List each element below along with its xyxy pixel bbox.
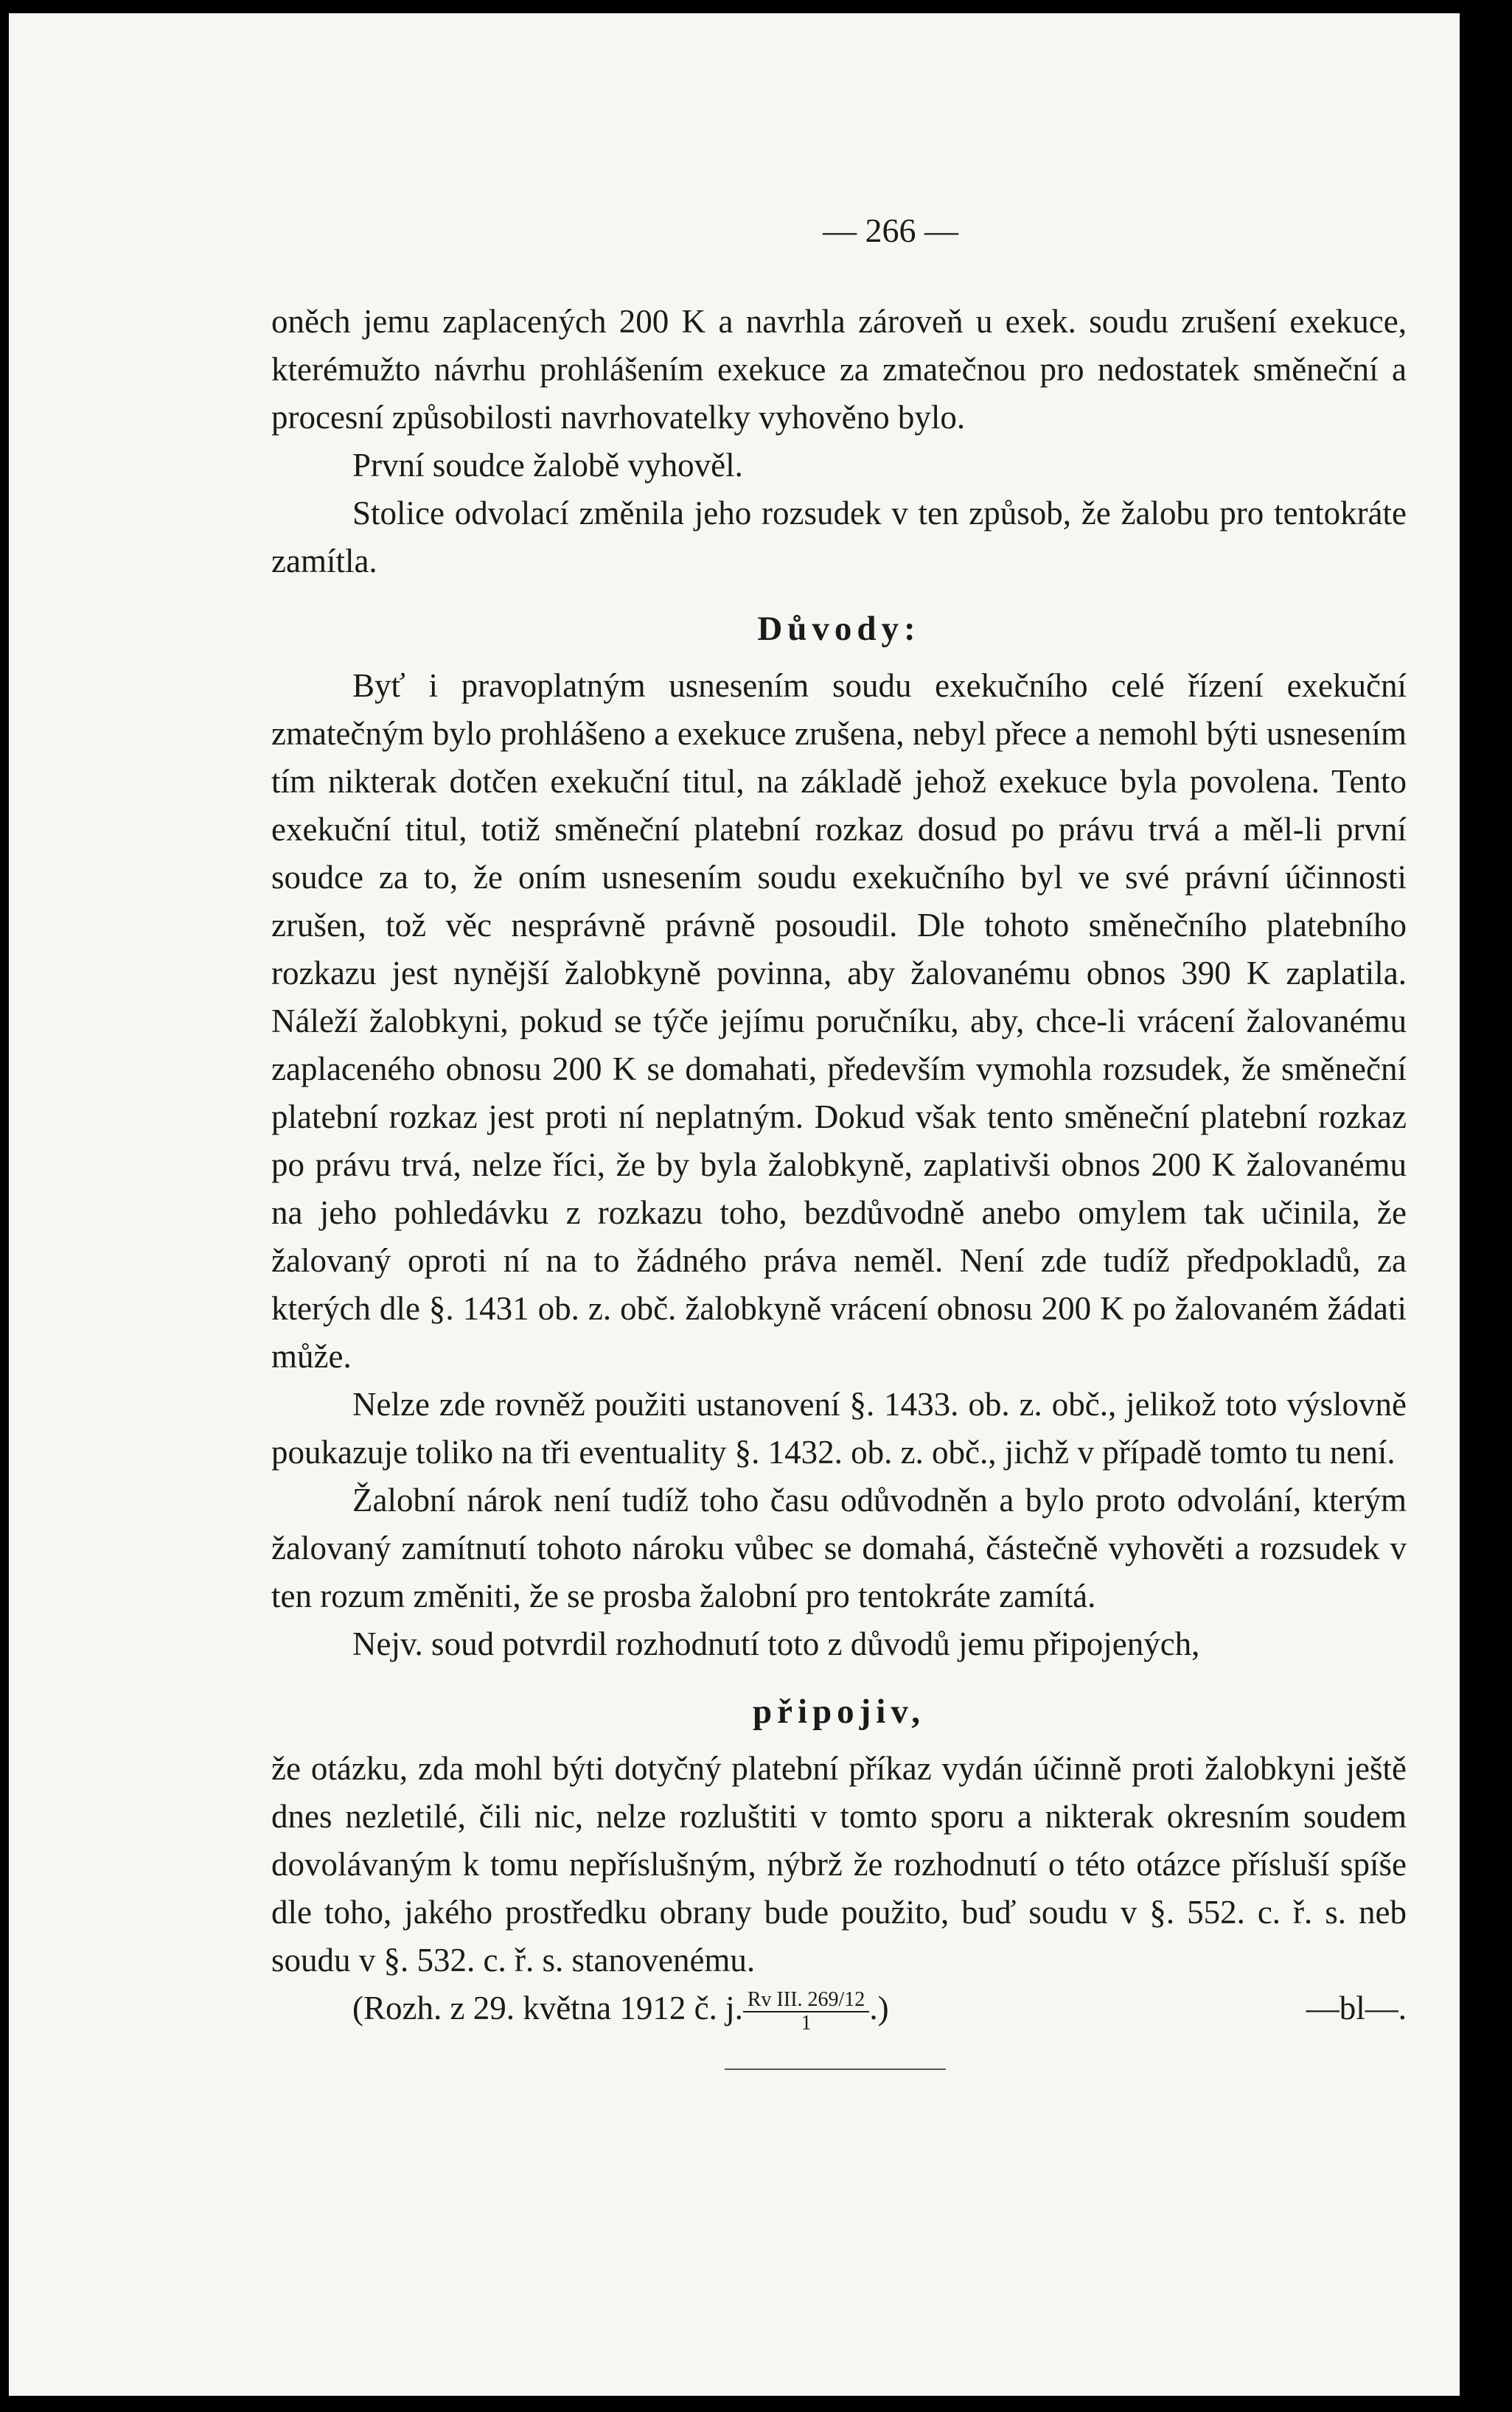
intro-paragraph: Stolice odvolací změnila jeho rozsudek v ten způsob, že žalobu pro tentokráte zamítla. <box>271 495 1407 579</box>
author-signature: —bl—. <box>1306 1990 1407 2026</box>
reasons-paragraph: Nelze zde rovněž použiti ustanovení §. 1433. ob. z. obč., jelikož toto výslovně poukazuje toliko na tři eventuality §. 1432. ob. z. obč., jichž v případě tomto tu není. <box>271 1386 1407 1471</box>
reasons-heading: Důvody: <box>757 610 921 648</box>
intro-paragraph: oněch jemu zaplacených 200 K a navrhla zároveň u exek. soudu zrušení exekuce, kterémužto návrhu prohlášením exekuce za zmatečnou pro nedostatek směneční a procesní způsobilosti navrhovatelky vyhověno bylo. <box>271 303 1407 436</box>
citation-line <box>271 1984 1407 2035</box>
intro-paragraph: První soudce žalobě vyhověl. <box>352 447 743 484</box>
conclusion-paragraph: že otázku, zda mohl býti dotyčný platební příkaz vydán účinně proti žalobkyni ještě dnes nezletilé, čili nic, nelze rozluštiti v tomto sporu a nikterak okresním soudem dovolávaným k tomu nepříslušným, nýbrž že rozhodnutí o této otázce přísluší spíše dle toho, jakého prostředku obrany bude použito, buď soudu v §. 552. c. ř. s. neb soudu v §. 532. c. ř. s. stanovenému. <box>271 1750 1407 1979</box>
reasons-paragraph: Nejv. soud potvrdil rozhodnutí toto z důvodů jemu připojených, <box>352 1625 1200 1662</box>
page-number: — 266 — <box>823 212 958 249</box>
reasons-paragraph: Žalobní nárok není tudíž toho času odůvodněn a bylo proto odvolání, kterým žalovaný zamítnutí tohoto nároku vůbec se domahá, částečně vyhověti a rozsudek v ten rozum změniti, že se prosba žalobní pro tentokráte zamítá. <box>271 1482 1407 1614</box>
citation-prefix: (Rozh. z 29. května 1912 č. j. <box>352 1990 743 2026</box>
citation-reference <box>352 1984 889 2035</box>
reasons-paragraph: Byť i pravoplatným usnesením soudu exekučního celé řízení exekuční zmatečným bylo prohlášeno a exekuce zrušena, nebyl přece a nemohl býti usnesením tím nikterak dotčen exekuční titul, na základě jehož exekuce byla povolena. Tento exekuční titul, totiž směneční platební rozkaz dosud po právu trvá a měl-li první soudce za to, že oním usnesením soudu exekučního byl ve své právní účinnosti zrušen, tož věc nesprávně právně posoudil. Dle tohoto směnečního platebního rozkazu jest nynější žalobkyně povinna, aby žalovanému obnos 390 K zaplatila. Náleží žalobkyni, pokud se týče jejímu poručníku, aby, chce-li vrácení žalovanému zaplaceného obnosu 200 K se domahati, především vymohla rozsudek, že směneční platební rozkaz jest proti ní neplatným. Dokud však tento směneční platební rozkaz po právu trvá, nelze říci, že by byla žalobkyně, zaplativši obnos 200 K žalovanému na jeho pohledávku z rozkazu toho, bezdůvodně anebo omylem tak učinila, že žalovaný oproti ní na to žádného práva neměl. Není zde tudíž předpokladů, za kterých dle §. 1431 ob. z. obč. žalobkyně vrácení obnosu 200 K po žalovaném žádati může. <box>271 667 1407 1375</box>
case-number-numerator: Rv III. 269/12 <box>743 1989 869 2012</box>
text-column <box>271 198 1407 2070</box>
body-text <box>271 298 1407 2035</box>
adds-heading: připojiv, <box>752 1693 926 1731</box>
section-divider <box>725 2068 946 2070</box>
case-number-fraction <box>743 1989 869 2035</box>
citation-suffix: .) <box>869 1990 889 2026</box>
scanned-page <box>9 13 1460 2396</box>
case-number-denominator: 1 <box>801 2011 812 2035</box>
